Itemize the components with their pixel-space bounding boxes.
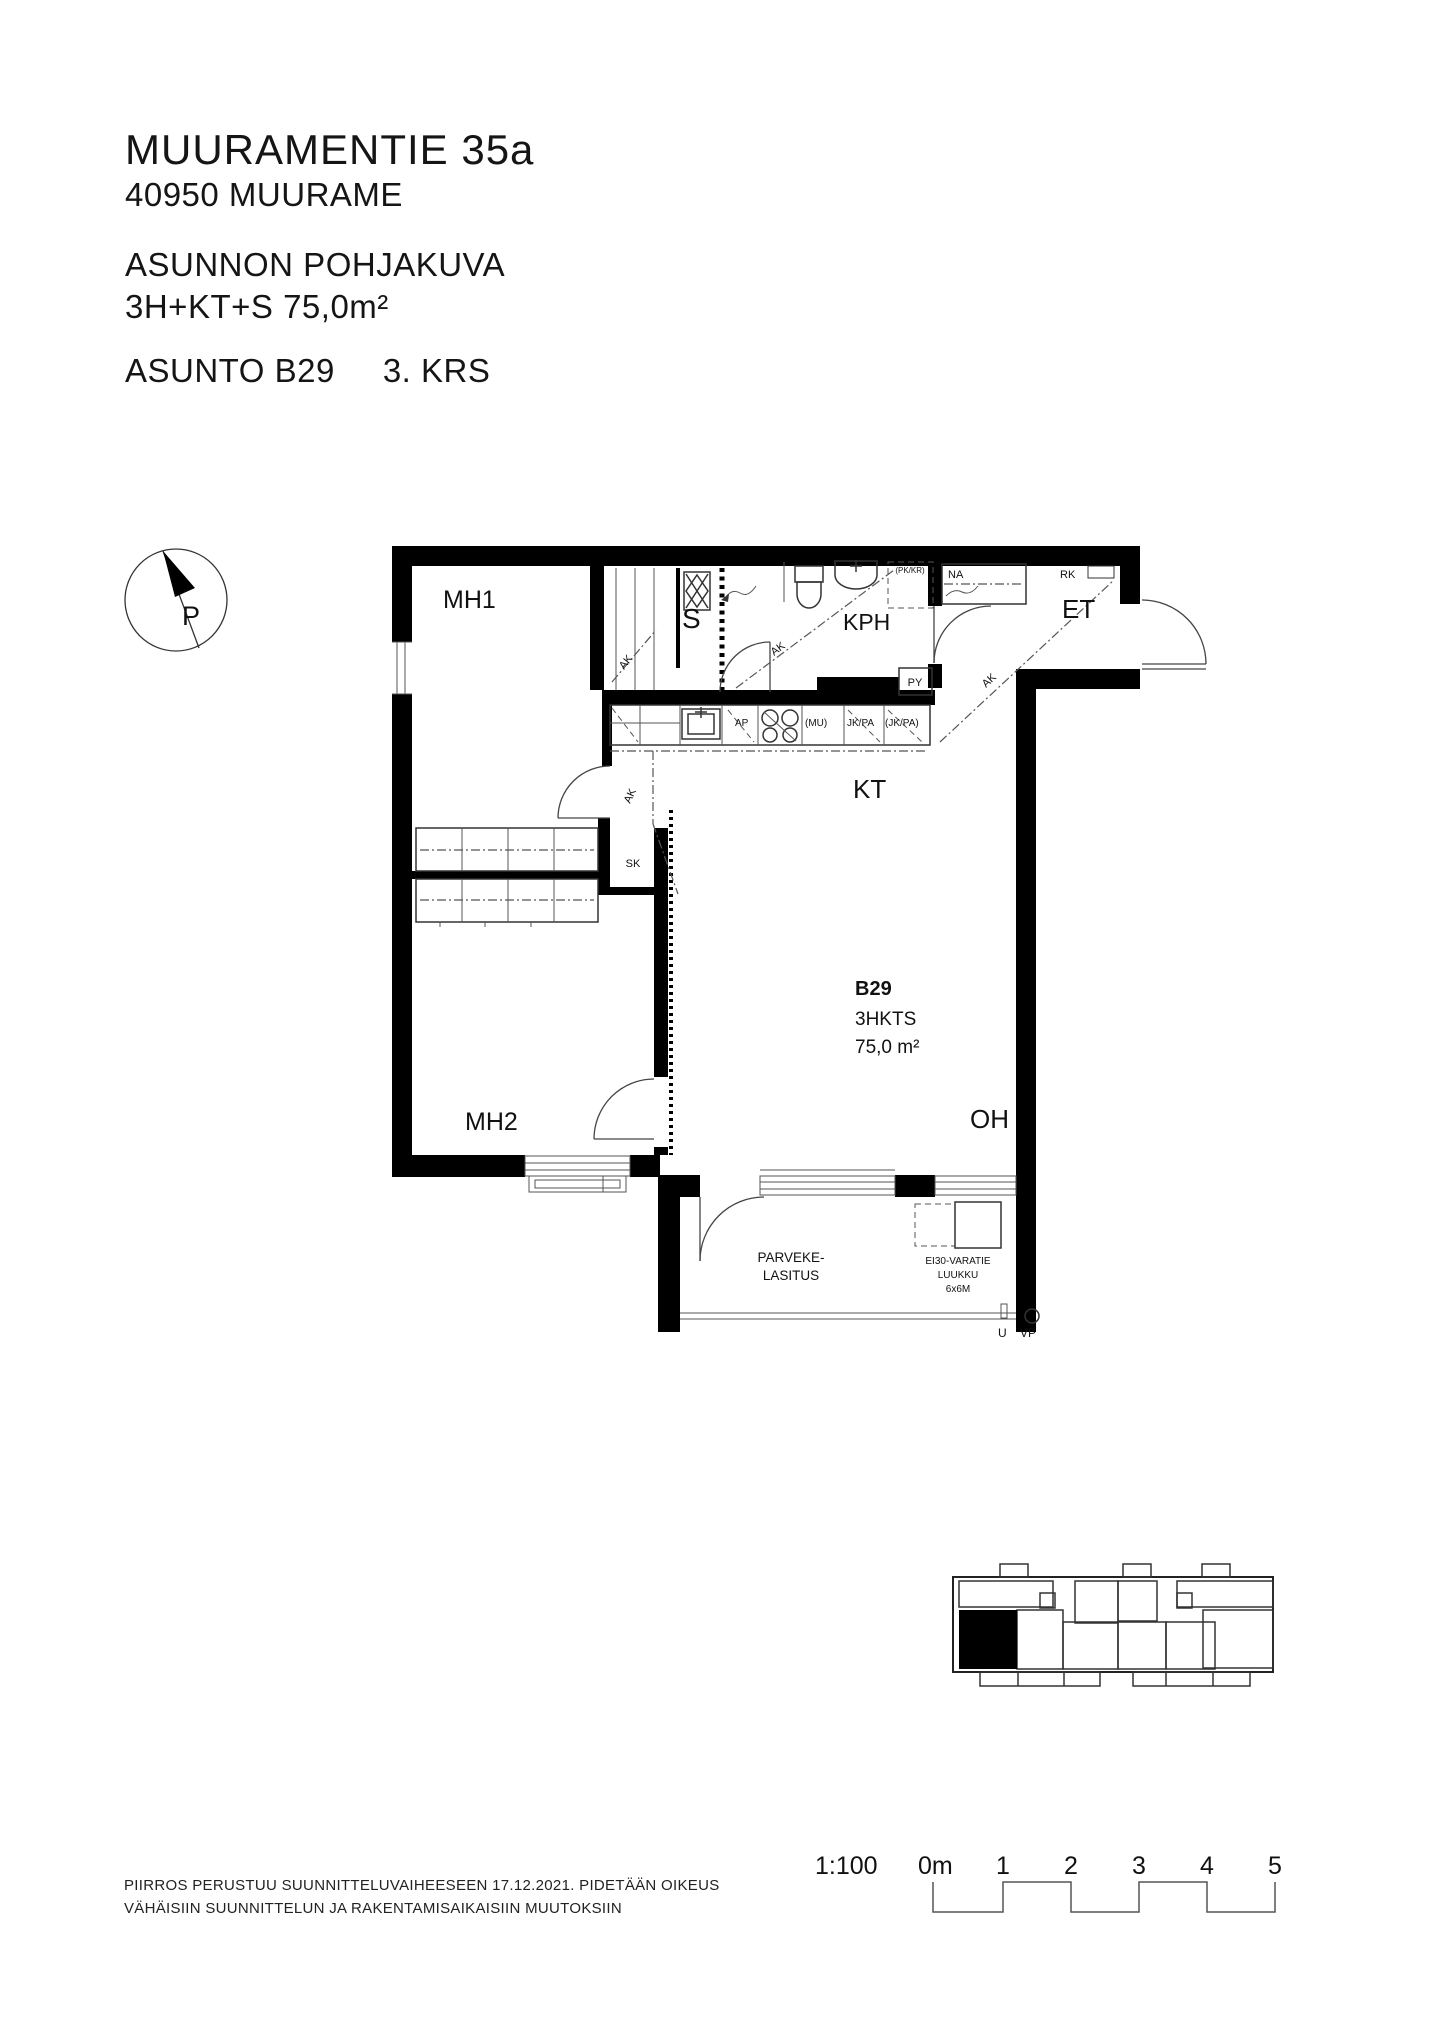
room-label-mh1: MH1 (443, 586, 496, 614)
mh2-window (525, 1156, 630, 1192)
scale-bar-wave (933, 1882, 1275, 1912)
balcony-label-line1: PARVEKE- (757, 1250, 825, 1265)
oh-window-left (760, 1170, 895, 1195)
disclaimer (124, 1874, 724, 1920)
hatch-label-line2: LUUKKU (937, 1270, 979, 1281)
sauna-door (720, 642, 770, 692)
entrance-door (1142, 600, 1206, 669)
ak-label-kph: AK (768, 639, 788, 659)
key-plan-stair-towers (1000, 1564, 1230, 1577)
apartment-floor-plan (388, 542, 1248, 1352)
document-type: ASUNNON POHJAKUVA (125, 246, 506, 283)
et-squiggle (946, 586, 978, 596)
disclaimer-line-1: PIIRROS PERUSTUU SUUNNITTELUVAIHEESEEN 17.12.2021. PIDETÄÄN OIKEUS (124, 1877, 720, 1894)
room-label-et: ET (1062, 594, 1096, 624)
kitchen-sink (682, 707, 720, 739)
mh1-window (392, 642, 412, 694)
apartment-type: 3H+KT+S 75,0m² (125, 288, 389, 325)
balcony-door (700, 1197, 764, 1261)
apartment-row (125, 352, 490, 390)
address-line-2: 40950 MUURAME (125, 176, 403, 213)
key-plan-highlighted-unit (959, 1610, 1017, 1669)
py-label: PY (907, 677, 923, 689)
key-plan-balconies (980, 1672, 1250, 1686)
hall-closets (616, 568, 654, 690)
unit-type: 3HKTS (855, 1009, 917, 1030)
room-label-kt: KT (853, 774, 887, 804)
compass-north-label: P (182, 601, 201, 631)
mh1-wardrobes (416, 828, 598, 871)
electrical-panel (1088, 566, 1114, 578)
toilet (795, 566, 823, 608)
room-label-mh2: MH2 (465, 1108, 518, 1136)
escape-hatch-dashed (915, 1204, 955, 1246)
unit-area: 75,0 m² (855, 1037, 920, 1058)
jk-pa-label: JK/PA (847, 718, 875, 729)
stove (762, 710, 798, 742)
hatch-label-line3: 6x6M (945, 1284, 971, 1295)
na-label: NA (948, 569, 964, 581)
ak-label-kt: AK (621, 786, 639, 806)
pk-kr-label: (PK/KR) (895, 566, 925, 575)
ap-label: AP (735, 718, 749, 729)
u-mark (1001, 1304, 1007, 1318)
walls (392, 546, 1140, 1332)
mu-label: (MU) (805, 718, 828, 729)
apartment-id: ASUNTO B29 (125, 352, 335, 389)
scale-bar (800, 1842, 1300, 1922)
floor-number: 3. KRS (382, 352, 491, 389)
u-label: U (998, 1326, 1007, 1340)
shower-hose (721, 586, 756, 602)
building-key-plan (940, 1550, 1300, 1710)
rk-label: RK (1060, 569, 1076, 581)
kph-door (934, 606, 991, 663)
mh2-door (594, 1079, 654, 1139)
vp-label: VP (1020, 1326, 1037, 1340)
scale-tick-3: 3 (1132, 1852, 1146, 1880)
scale-tick-2: 2 (1064, 1852, 1078, 1880)
mh1-door (558, 766, 610, 818)
ak-label-closet: AK (616, 652, 636, 672)
balcony-label-line2: LASITUS (762, 1268, 820, 1283)
jk-pa-alt-label: (JK/PA) (885, 718, 919, 729)
kitchen-counter (610, 705, 930, 745)
disclaimer-line-2: VÄHÄISIIN SUUNNITTELUN JA RAKENTAMISAIKAISIIN MUUTOKSIIN (124, 1900, 622, 1917)
sk-label: SK (625, 858, 641, 870)
room-label-kph: KPH (843, 609, 891, 635)
address-line-1: MUURAMENTIE 35a (125, 126, 535, 173)
hatch-label-line1: EI30-VARATIE (925, 1256, 991, 1267)
scale-tick-1: 1 (996, 1852, 1010, 1880)
room-label-oh: OH (970, 1104, 1009, 1134)
scale-ratio: 1:100 (815, 1852, 878, 1880)
unit-id: B29 (855, 978, 892, 1000)
escape-hatch (955, 1202, 1001, 1248)
room-label-sauna: S (682, 603, 701, 634)
oh-window-right (935, 1176, 1016, 1195)
mh2-wardrobes (416, 879, 598, 927)
ak-label-et: AK (979, 671, 999, 691)
north-arrow-icon (120, 543, 240, 663)
scale-tick-5: 5 (1268, 1852, 1282, 1880)
scale-tick-4: 4 (1200, 1852, 1214, 1880)
scale-zero-label: 0m (918, 1852, 953, 1880)
